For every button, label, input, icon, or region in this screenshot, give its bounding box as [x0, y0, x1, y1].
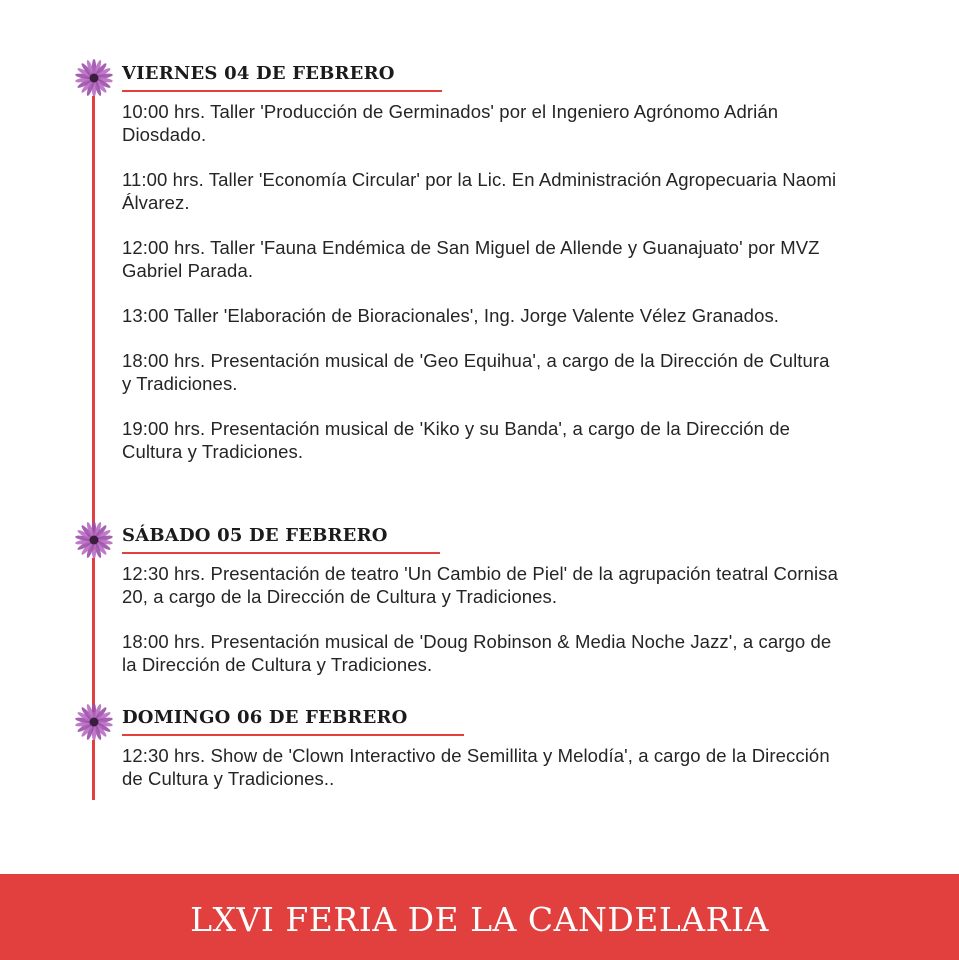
- day-title: SÁBADO 05 DE FEBRERO: [122, 525, 388, 546]
- event-item: 18:00 hrs. Presentación musical de 'Geo Equihua', a cargo de la Dirección de Cultura y Tradiciones.: [122, 350, 830, 394]
- timeline-line: [92, 558, 95, 712]
- event-item: 12:30 hrs. Presentación de teatro 'Un Cambio de Piel' de la agrupación teatral Cornisa 20, a cargo de la Dirección de Cultura y Tradiciones.: [122, 563, 838, 607]
- event-item: 18:00 hrs. Presentación musical de 'Doug Robinson & Media Noche Jazz', a cargo de la Dirección de Cultura y Tradiciones.: [122, 631, 832, 675]
- event-list: [122, 100, 842, 485]
- title-underline: [122, 734, 464, 736]
- event-item: 19:00 hrs. Presentación musical de 'Kiko y su Banda', a cargo de la Dirección de Cultura y Tradiciones.: [122, 418, 791, 462]
- day-title: DOMINGO 06 DE FEBRERO: [122, 707, 408, 728]
- purple-daisy-icon: [72, 56, 116, 100]
- footer-banner: [0, 874, 959, 960]
- event-item: 13:00 Taller 'Elaboración de Bioracionales', Ing. Jorge Valente Vélez Granados.: [122, 305, 780, 326]
- event-list: [122, 562, 842, 698]
- day-header: [72, 518, 852, 560]
- day-section-domingo: [72, 700, 852, 789]
- day-header: [72, 700, 852, 742]
- event-list: [122, 744, 842, 812]
- purple-daisy-icon: [72, 700, 116, 744]
- event-item: 12:30 hrs. Show de 'Clown Interactivo de Semillita y Melodía', a cargo de la Dirección de Cultura y Tradiciones..: [122, 745, 830, 789]
- day-title: VIERNES 04 DE FEBRERO: [122, 63, 395, 84]
- timeline-line: [92, 96, 95, 550]
- event-item: 11:00 hrs. Taller 'Economía Circular' por la Lic. En Administración Agropecuaria Naomi Álvarez.: [122, 169, 837, 213]
- footer-title: LXVI FERIA DE LA CANDELARIA: [190, 899, 769, 939]
- day-header: [72, 56, 852, 98]
- event-item: 10:00 hrs. Taller 'Producción de Germinados' por el Ingeniero Agrónomo Adrián Diosdado.: [122, 101, 779, 145]
- title-underline: [122, 90, 442, 92]
- day-section-sabado: [72, 518, 852, 675]
- purple-daisy-icon: [72, 518, 116, 562]
- timeline-line: [92, 740, 95, 800]
- title-underline: [122, 552, 440, 554]
- day-section-viernes: [72, 56, 852, 462]
- event-item: 12:00 hrs. Taller 'Fauna Endémica de San Miguel de Allende y Guanajuato' por MVZ Gabriel Parada.: [122, 237, 820, 281]
